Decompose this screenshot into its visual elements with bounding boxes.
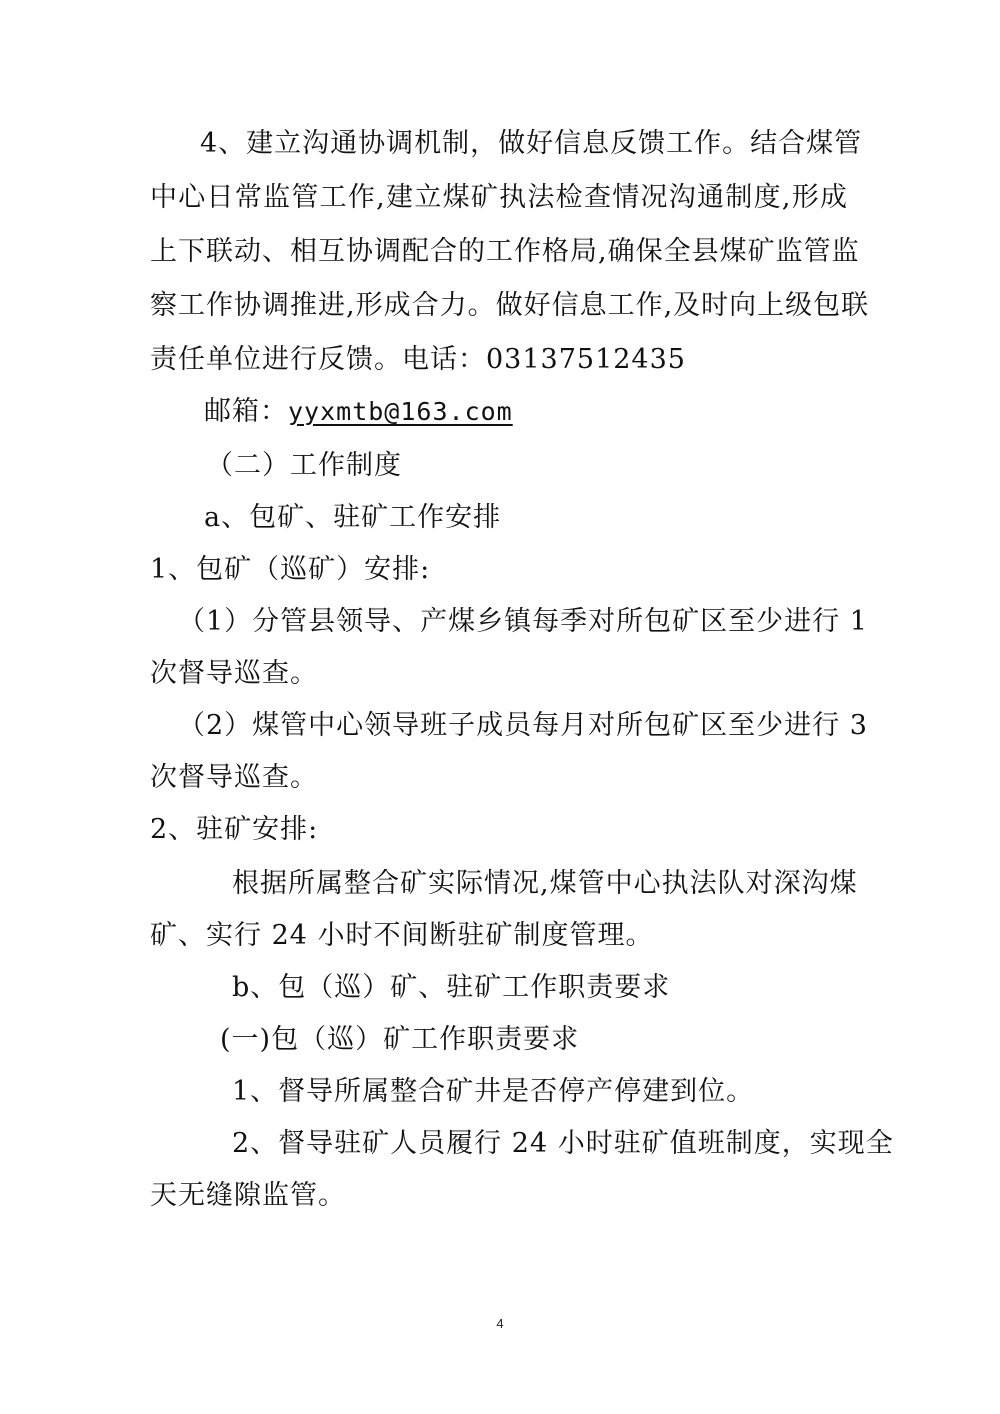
sub-1-heading: (一)包（巡）矿工作职责要求 [220,1024,580,1055]
paragraph-4-line-5: 责任单位进行反馈。电话：03137512435 [150,344,686,375]
item-2-body-line-2: 矿、实行 24 小时不间断驻矿制度管理。 [150,920,654,951]
paragraph-4-line-1: 4、建立沟通协调机制，做好信息反馈工作。结合煤管 [200,128,863,159]
duty-2-line-1: 2、督导驻矿人员履行 24 小时驻矿值班制度，实现全 [232,1128,894,1159]
subsection-a-heading: a、包矿、驻矿工作安排 [204,502,502,533]
item-1-1-line-1: （1）分管县领导、产煤乡镇每季对所包矿区至少进行 1 [178,606,868,637]
item-1-2-line-1: （2）煤管中心领导班子成员每月对所包矿区至少进行 3 [178,710,868,741]
paragraph-4-line-2: 中心日常监管工作,建立煤矿执法检查情况沟通制度,形成 [150,182,848,213]
duty-1: 1、督导所属整合矿井是否停产停建到位。 [232,1076,755,1107]
paragraph-4-line-4: 察工作协调推进,形成合力。做好信息工作,及时向上级包联 [150,290,870,321]
item-2-body-line-1: 根据所属整合矿实际情况,煤管中心执法队对深沟煤 [232,868,858,899]
paragraph-4-line-3: 上下联动、相互协调配合的工作格局,确保全县煤矿监管监 [150,236,860,267]
subsection-b-heading: b、包（巡）矿、驻矿工作职责要求 [232,972,671,1003]
item-1-heading: 1、包矿（巡矿）安排: [150,554,431,585]
item-2-heading: 2、驻矿安排: [150,814,319,845]
page-number: 4 [496,1316,504,1331]
email-label: 邮箱： [204,396,288,427]
email-line [204,394,513,430]
email-link[interactable]: yyxmtb@163.com [288,397,513,426]
section-2-heading: （二）工作制度 [206,450,402,481]
item-1-2-line-2: 次督导巡查。 [150,762,318,793]
duty-2-line-2: 天无缝隙监管。 [150,1180,346,1211]
item-1-1-line-2: 次督导巡查。 [150,658,318,689]
